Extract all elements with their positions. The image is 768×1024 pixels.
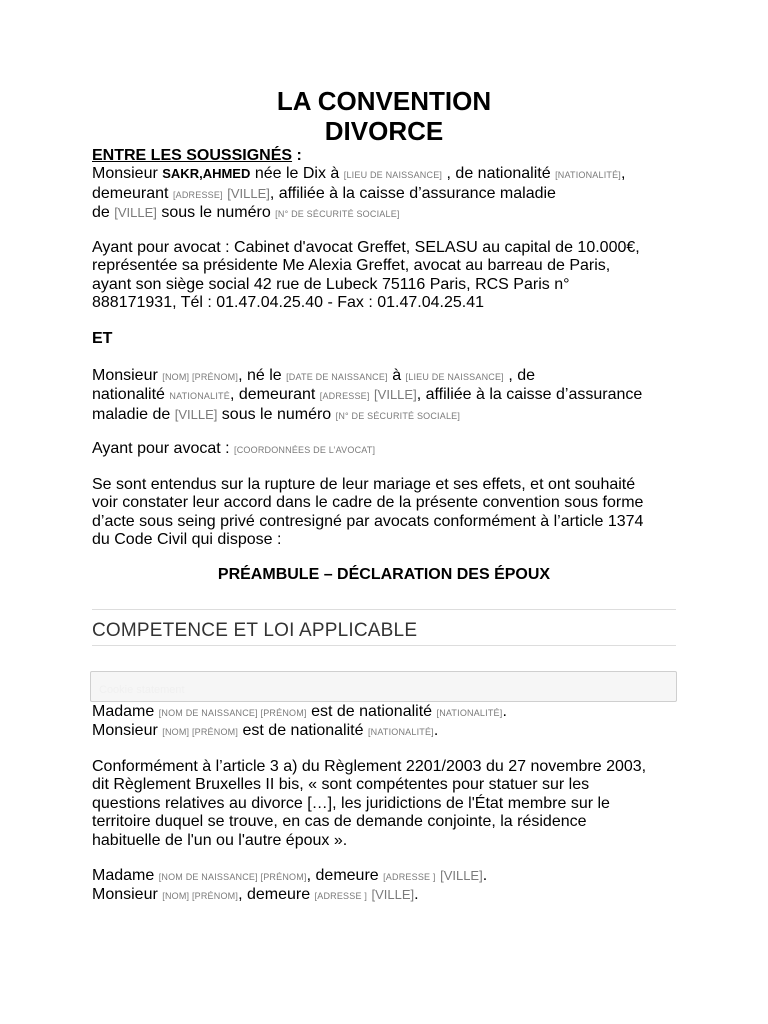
et-separator: ET bbox=[92, 330, 113, 347]
party-2-line-2 bbox=[92, 386, 692, 405]
regulation-paragraph bbox=[92, 758, 692, 850]
placeholder-city: [VILLE] bbox=[227, 185, 270, 201]
party-1-nat-text: , de nationalité bbox=[442, 165, 556, 183]
nat-est-2: est de nationalité bbox=[238, 722, 368, 740]
nat-est-1: est de nationalité bbox=[306, 703, 437, 720]
placeholder-name: [NOM] [PRÉNOM] bbox=[162, 372, 239, 382]
placeholder-nationality-2: NATIONALITÉ bbox=[169, 391, 230, 402]
title-line-1: LA CONVENTION bbox=[276, 86, 492, 116]
party-2-line-1 bbox=[92, 367, 692, 386]
res-demeure-2: , demeure bbox=[238, 886, 315, 904]
party-1-de: de bbox=[92, 204, 115, 222]
placeholder-monsieur-nationality: [NATIONALITÉ] bbox=[367, 727, 434, 738]
regulation-line-1: Conformément à l’article 3 a) du Règlement 2201/2003 du 27 novembre 2003, bbox=[92, 758, 647, 775]
lawyer-1-line-3: ayant son siège social 42 rue de Lubeck 75116 Paris, RCS Paris n° bbox=[92, 275, 570, 293]
title-line-2: DIVORCE bbox=[324, 116, 444, 146]
party-1-line-1 bbox=[92, 165, 692, 184]
res-monsieur: Monsieur bbox=[92, 886, 163, 904]
party-2-a: à bbox=[387, 367, 406, 384]
intro-line-4: du Code Civil qui dispose : bbox=[92, 531, 282, 549]
placeholder-monsieur-city: [VILLE] bbox=[371, 887, 415, 903]
placeholder-city-2: [VILLE] bbox=[114, 205, 157, 221]
nationalities-block bbox=[92, 703, 692, 742]
placeholder-address: [ADRESSE] bbox=[172, 189, 223, 200]
intro-line-1: Se sont entendus sur la rupture de leur mariage et ses effets, et ont souhaité bbox=[92, 476, 636, 493]
intro-line-3: d’acte sous seing privé contresigné par avocats conformément à l’article 1374 bbox=[92, 512, 644, 530]
parties-heading-line bbox=[92, 147, 692, 165]
res-dot-2: . bbox=[414, 886, 419, 904]
placeholder-city-3: [VILLE] bbox=[374, 387, 417, 403]
section-title: COMPETENCE ET LOI APPLICABLE bbox=[92, 620, 418, 641]
placeholder-monsieur-name-2: [NOM] [PRÉNOM] bbox=[162, 891, 239, 902]
party-2-sous: sous le numéro bbox=[217, 405, 336, 423]
lawyer-1-block bbox=[92, 239, 692, 313]
party-1-title: Monsieur bbox=[92, 165, 163, 183]
party-1-comma: , bbox=[621, 165, 626, 183]
placeholder-madame-city: [VILLE] bbox=[440, 868, 483, 883]
residence-monsieur-line bbox=[92, 886, 692, 905]
nat-monsieur: Monsieur bbox=[92, 722, 163, 740]
party-2-born: , né le bbox=[238, 367, 287, 384]
party-2-nat-text: nationalité bbox=[92, 386, 170, 404]
nat-dot-2: . bbox=[433, 722, 439, 740]
placeholder-address-2: [ADRESSE] bbox=[319, 391, 370, 402]
placeholder-madame-name: [NOM DE NAISSANCE] [PRÉNOM] bbox=[158, 708, 307, 718]
party-2-maladie: maladie de bbox=[92, 405, 175, 423]
party-2-block bbox=[92, 367, 692, 425]
lawyer-2-text: Ayant pour avocat : bbox=[92, 440, 235, 457]
res-dot-1: . bbox=[482, 867, 488, 884]
document-title bbox=[0, 86, 768, 146]
section-rule-bottom bbox=[92, 645, 676, 646]
parties-heading: ENTRE LES SOUSSIGNÉS bbox=[92, 147, 293, 164]
intro-line-2: voir constater leur accord dans le cadre de la présente convention sous forme bbox=[92, 494, 644, 512]
party-1-block bbox=[92, 147, 692, 224]
placeholder-birthplace: [LIEU DE NAISSANCE] bbox=[343, 170, 443, 181]
party-2-line-3 bbox=[92, 406, 692, 425]
parties-heading-colon: : bbox=[292, 147, 302, 164]
res-madame: Madame bbox=[92, 867, 159, 884]
section-rule-top bbox=[92, 609, 676, 610]
placeholder-madame-nationality: [NATIONALITÉ] bbox=[436, 708, 503, 718]
placeholder-city-4: [VILLE] bbox=[174, 406, 218, 422]
preambule-heading: PRÉAMBULE – DÉCLARATION DES ÉPOUX bbox=[217, 566, 551, 583]
lawyer-1-line-1: Ayant pour avocat : Cabinet d'avocat Greffet, SELASU au capital de 10.000€, bbox=[92, 239, 640, 256]
nat-dot-1: . bbox=[502, 703, 507, 720]
cookie-banner-text: Cookie statement bbox=[99, 684, 185, 696]
party-1-affiliee: , affiliée à la caisse d’assurance maladie bbox=[269, 184, 556, 202]
regulation-line-4: territoire duquel se trouve, en cas de demande conjointe, la résidence bbox=[92, 813, 587, 831]
party-2-demeurant: , demeurant bbox=[229, 386, 320, 404]
res-demeure-1: , demeure bbox=[306, 867, 384, 884]
regulation-line-5: habituelle de l'un ou l'autre époux ». bbox=[92, 831, 348, 849]
nationality-monsieur-line bbox=[92, 722, 692, 741]
residences-block bbox=[92, 867, 692, 906]
party-1-name: SAKR,AHMED bbox=[162, 166, 251, 182]
residence-madame-line bbox=[92, 867, 692, 886]
party-1-line-2 bbox=[92, 185, 692, 204]
placeholder-nationality: [NATIONALITÉ] bbox=[555, 170, 622, 181]
party-2-de: , de bbox=[503, 367, 536, 384]
lawyer-1-line-4: 888171931, Tél : 01.47.04.25.40 - Fax : 01.47.04.25.41 bbox=[92, 294, 485, 312]
party-1-sous: sous le numéro bbox=[156, 204, 276, 222]
placeholder-social-security-2: [N° DE SÉCURITÉ SOCIALE] bbox=[335, 410, 461, 421]
party-1-born: née le Dix à bbox=[250, 165, 344, 183]
regulation-line-3: questions relatives au divorce […], les juridictions de l'État membre sur le bbox=[92, 794, 610, 812]
intro-paragraph bbox=[92, 476, 692, 550]
placeholder-lawyer-coordinates: [COORDONNÉES DE L’AVOCAT] bbox=[234, 445, 376, 455]
cookie-banner-box[interactable] bbox=[90, 671, 677, 702]
placeholder-monsieur-name: [NOM] [PRÉNOM] bbox=[162, 727, 239, 738]
placeholder-social-security: [N° DE SÉCURITÉ SOCIALE] bbox=[275, 209, 400, 220]
lawyer-2-line bbox=[92, 440, 692, 459]
placeholder-madame-name-2: [NOM DE NAISSANCE] [PRÉNOM] bbox=[158, 872, 307, 882]
nationality-madame-line bbox=[92, 703, 692, 722]
placeholder-madame-address: [ADRESSE ] bbox=[383, 872, 436, 882]
lawyer-1-line-2: représentée sa présidente Me Alexia Greffet, avocat au barreau de Paris, bbox=[92, 257, 611, 275]
party-2-title: Monsieur bbox=[92, 367, 163, 384]
party-1-demeurant: demeurant bbox=[92, 184, 173, 202]
party-2-affiliee: , affiliée à la caisse d’assurance bbox=[416, 386, 643, 404]
regulation-line-2: dit Règlement Bruxelles II bis, « sont compétentes pour statuer sur les bbox=[92, 776, 590, 794]
placeholder-monsieur-address: [ADRESSE ] bbox=[314, 891, 368, 902]
placeholder-birthplace-2: [LIEU DE NAISSANCE] bbox=[405, 372, 504, 382]
party-1-line-3 bbox=[92, 204, 692, 223]
nat-madame: Madame bbox=[92, 703, 159, 720]
placeholder-birthdate: [DATE DE NAISSANCE] bbox=[286, 372, 388, 382]
